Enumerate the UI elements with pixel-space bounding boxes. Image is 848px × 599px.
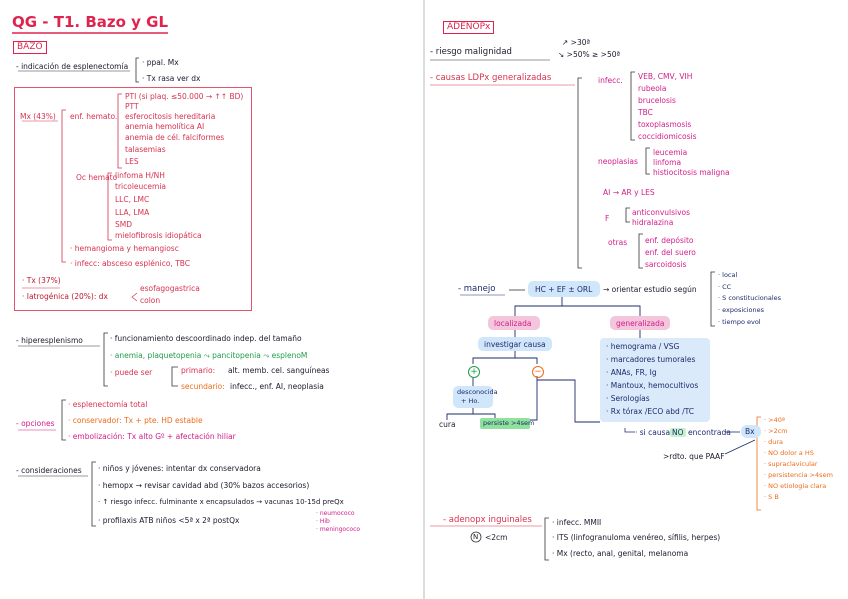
causas-neoplasias-item: histiocitosis maligna (653, 168, 730, 177)
oc-hemato-item: LLA, LMA (115, 208, 150, 217)
normal-size: <2cm (485, 533, 508, 542)
oc-hemato-item: linfoma H/NH (115, 171, 165, 180)
opciones-item: · esplenectomía total (68, 400, 148, 409)
orienta-item: · local (718, 271, 738, 279)
consideraciones-item: · ↑ riesgo infecc. fulminante x encapsulados → vacunas 10-15d preQx (98, 498, 344, 506)
oc-hemato-item: SMD (115, 220, 133, 229)
causas-neoplasias-item: linfoma (653, 158, 682, 167)
left-notebook-page (0, 0, 423, 599)
enf-hemato-item: anemia hemolítica AI (125, 122, 205, 131)
hiperesplenismo-item: · puede ser (110, 368, 153, 377)
hemangioma-item: · hemangioma y hemangiosc (70, 244, 179, 253)
enf-hemato-item: PTT (125, 102, 139, 111)
si-causa-label: · si causa (635, 428, 671, 437)
oc-hemato-item: LLC, LMC (115, 195, 150, 204)
enf-hemato-item: talasemias (125, 145, 166, 154)
mx-label: Mx (43%) (20, 112, 56, 121)
gen-test-item: · ANAs, FR, Ig (606, 368, 657, 377)
encontrada-label: encontrada (688, 428, 731, 437)
investigar-label: investigar causa (484, 340, 546, 349)
consideraciones-label: - consideraciones (16, 466, 82, 475)
gen-test-item: · Rx tórax /ECO abd /TC (606, 407, 695, 416)
causas-f-item: anticonvulsivos (632, 208, 691, 217)
riesgo-label: - riesgo malignidad (430, 47, 512, 57)
no-highlight: NO (672, 428, 684, 437)
bx-label: Bx (745, 427, 755, 436)
positive-result: + (468, 366, 480, 378)
secundario-label: secundario: (181, 382, 225, 391)
desconocida-text: + Ho. (461, 397, 480, 405)
causas-neoplasias-label: neoplasias (598, 157, 638, 166)
indicacion-item: · ppal. Mx (142, 58, 179, 67)
encapsulado-item: · meningococo (316, 526, 361, 533)
gen-test-item: · Mantoux, hemocultivos (606, 381, 699, 390)
section-label-bazo: BAZO (13, 41, 47, 54)
negative-result: − (532, 366, 544, 378)
enf-hemato-label: enf. hemato. (70, 112, 118, 121)
opciones-label: - opciones (16, 419, 55, 428)
secundario-text: infecc., enf. AI, neoplasia (230, 382, 324, 391)
causas-otras-item: sarcoidosis (645, 260, 687, 269)
causas-label: - causas LDPx generalizadas (430, 73, 552, 83)
consideraciones-item: · niños y jóvenes: intentar dx conservadora (98, 464, 261, 473)
persiste-label: persiste >4sem (483, 419, 535, 427)
indicacion-label: - indicación de esplenectomía (16, 62, 129, 71)
oc-hemato-item: tricoleucemia (115, 182, 166, 191)
causas-f-label: F (605, 214, 610, 223)
rdto-label: >rdto. que PAAF (663, 452, 725, 461)
causas-neoplasias-item: leucemia (653, 148, 688, 157)
gen-test-item: · Serologías (606, 394, 650, 403)
inguinales-item: · Mx (recto, anal, genital, melanoma (552, 549, 689, 558)
hiperesplenismo-item: · funcionamiento descoordinado indep. del tamaño (110, 334, 302, 343)
encapsulado-item: · neumococo (316, 510, 355, 517)
hiperesplenismo-item: · anemia, plaquetopenia ⤳ pancitopenia ⤳ esplenoM (110, 351, 308, 360)
enf-hemato-item: LES (125, 157, 139, 166)
orienta-item: · CC (718, 283, 732, 291)
enf-hemato-item: anemia de cél. falciformes (125, 133, 225, 142)
enf-hemato-item: PTI (si plaq. ≤50.000 → ↑↑ BD) (125, 92, 244, 101)
inguinales-label: - adenopx inguinales (443, 515, 532, 525)
manejo-orienta: → orientar estudio según (603, 285, 697, 294)
bx-criterion: · >40ª (764, 416, 785, 424)
oc-hemato-item: mielofibrosis idiopática (115, 231, 202, 240)
bx-criterion: · S B (764, 493, 779, 501)
consideraciones-item: · profilaxis ATB niños <5ª x 2ª postQx (98, 516, 240, 525)
infecc-item: · infecc: absceso esplénico, TBC (70, 259, 191, 268)
right-page-lines (425, 0, 848, 599)
causas-ai: AI → AR y LES (603, 188, 655, 197)
iatrogenica-item: · Iatrogénica (20%): dx (22, 292, 108, 301)
bx-criterion: · supraclavicular (764, 460, 818, 468)
bx-criterion: · NO etiología clara (764, 482, 827, 490)
causas-otras-label: otras (608, 238, 628, 247)
hiperesplenismo-label: - hiperesplenismo (16, 336, 83, 345)
manejo-start: HC + EF ± ORL (535, 285, 593, 294)
causas-infecc-item: toxoplasmosis (638, 120, 692, 129)
consideraciones-item: · hemopx → revisar cavidad abd (30% bazos accesorios) (98, 481, 310, 490)
inguinales-item: · infecc. MMII (552, 518, 602, 527)
causas-otras-item: enf. depósito (645, 236, 694, 245)
localizada-label: localizada (494, 319, 532, 328)
page-title: QG - T1. Bazo y GL (12, 13, 169, 31)
bx-criterion: · NO dolor a HS (764, 449, 814, 457)
bx-criterion: · dura (764, 438, 784, 446)
causas-infecc-item: coccidiomicosis (638, 132, 697, 141)
desconocida-text: desconocida (457, 388, 498, 396)
opciones-item: · embolización: Tx alto Gº + afectación hiliar (68, 432, 236, 441)
inguinales-item: · ITS (linfogranuloma venéreo, sífilis, herpes) (552, 533, 721, 542)
manejo-label: - manejo (458, 284, 496, 294)
iatro-branch: colon (140, 296, 161, 305)
causas-infecc-label: infecc. (598, 76, 623, 85)
indicacion-item: · Tx rasa ver dx (142, 74, 201, 83)
causas-otras-item: enf. del suero (645, 248, 696, 257)
causas-infecc-item: TBC (638, 108, 653, 117)
encapsulado-item: · Hib (316, 518, 330, 525)
right-notebook-page (425, 0, 848, 599)
opciones-item: · conservador: Tx + pte. HD estable (68, 416, 203, 425)
riesgo-item: ↘ >50% ≥ >50ª (558, 50, 621, 59)
gen-test-item: · hemograma / VSG (606, 342, 680, 351)
causas-infecc-item: brucelosis (638, 96, 676, 105)
enf-hemato-item: esferocitosis hereditaria (125, 112, 216, 121)
causas-infecc-item: VEB, CMV, VIH (638, 72, 693, 81)
normal-symbol: N (473, 533, 479, 541)
primario-label: primario: (181, 366, 216, 375)
primario-text: alt. memb. cel. sanguíneas (228, 366, 330, 375)
bx-criterion: · persistencia >4sem (764, 471, 833, 479)
orienta-item: · tiempo evol (718, 318, 761, 326)
oc-hemato-label: Oc hemato (76, 173, 118, 182)
causas-f-item: hidralazina (632, 218, 674, 227)
orienta-item: · exposiciones (718, 306, 765, 314)
bx-criterion: · >2cm (764, 427, 788, 435)
generalizada-label: generalizada (616, 319, 665, 328)
iatro-branch: esofagogastrica (140, 284, 200, 293)
causas-infecc-item: rubeola (638, 84, 667, 93)
section-label-adenopx: ADENOPx (443, 21, 494, 34)
gen-test-item: · marcadores tumorales (606, 355, 696, 364)
tx-item: · Tx (37%) (22, 276, 61, 285)
cura-label: cura (439, 420, 456, 429)
orienta-item: · S constitucionales (718, 294, 782, 302)
riesgo-item: ↗ >30ª (562, 38, 591, 47)
